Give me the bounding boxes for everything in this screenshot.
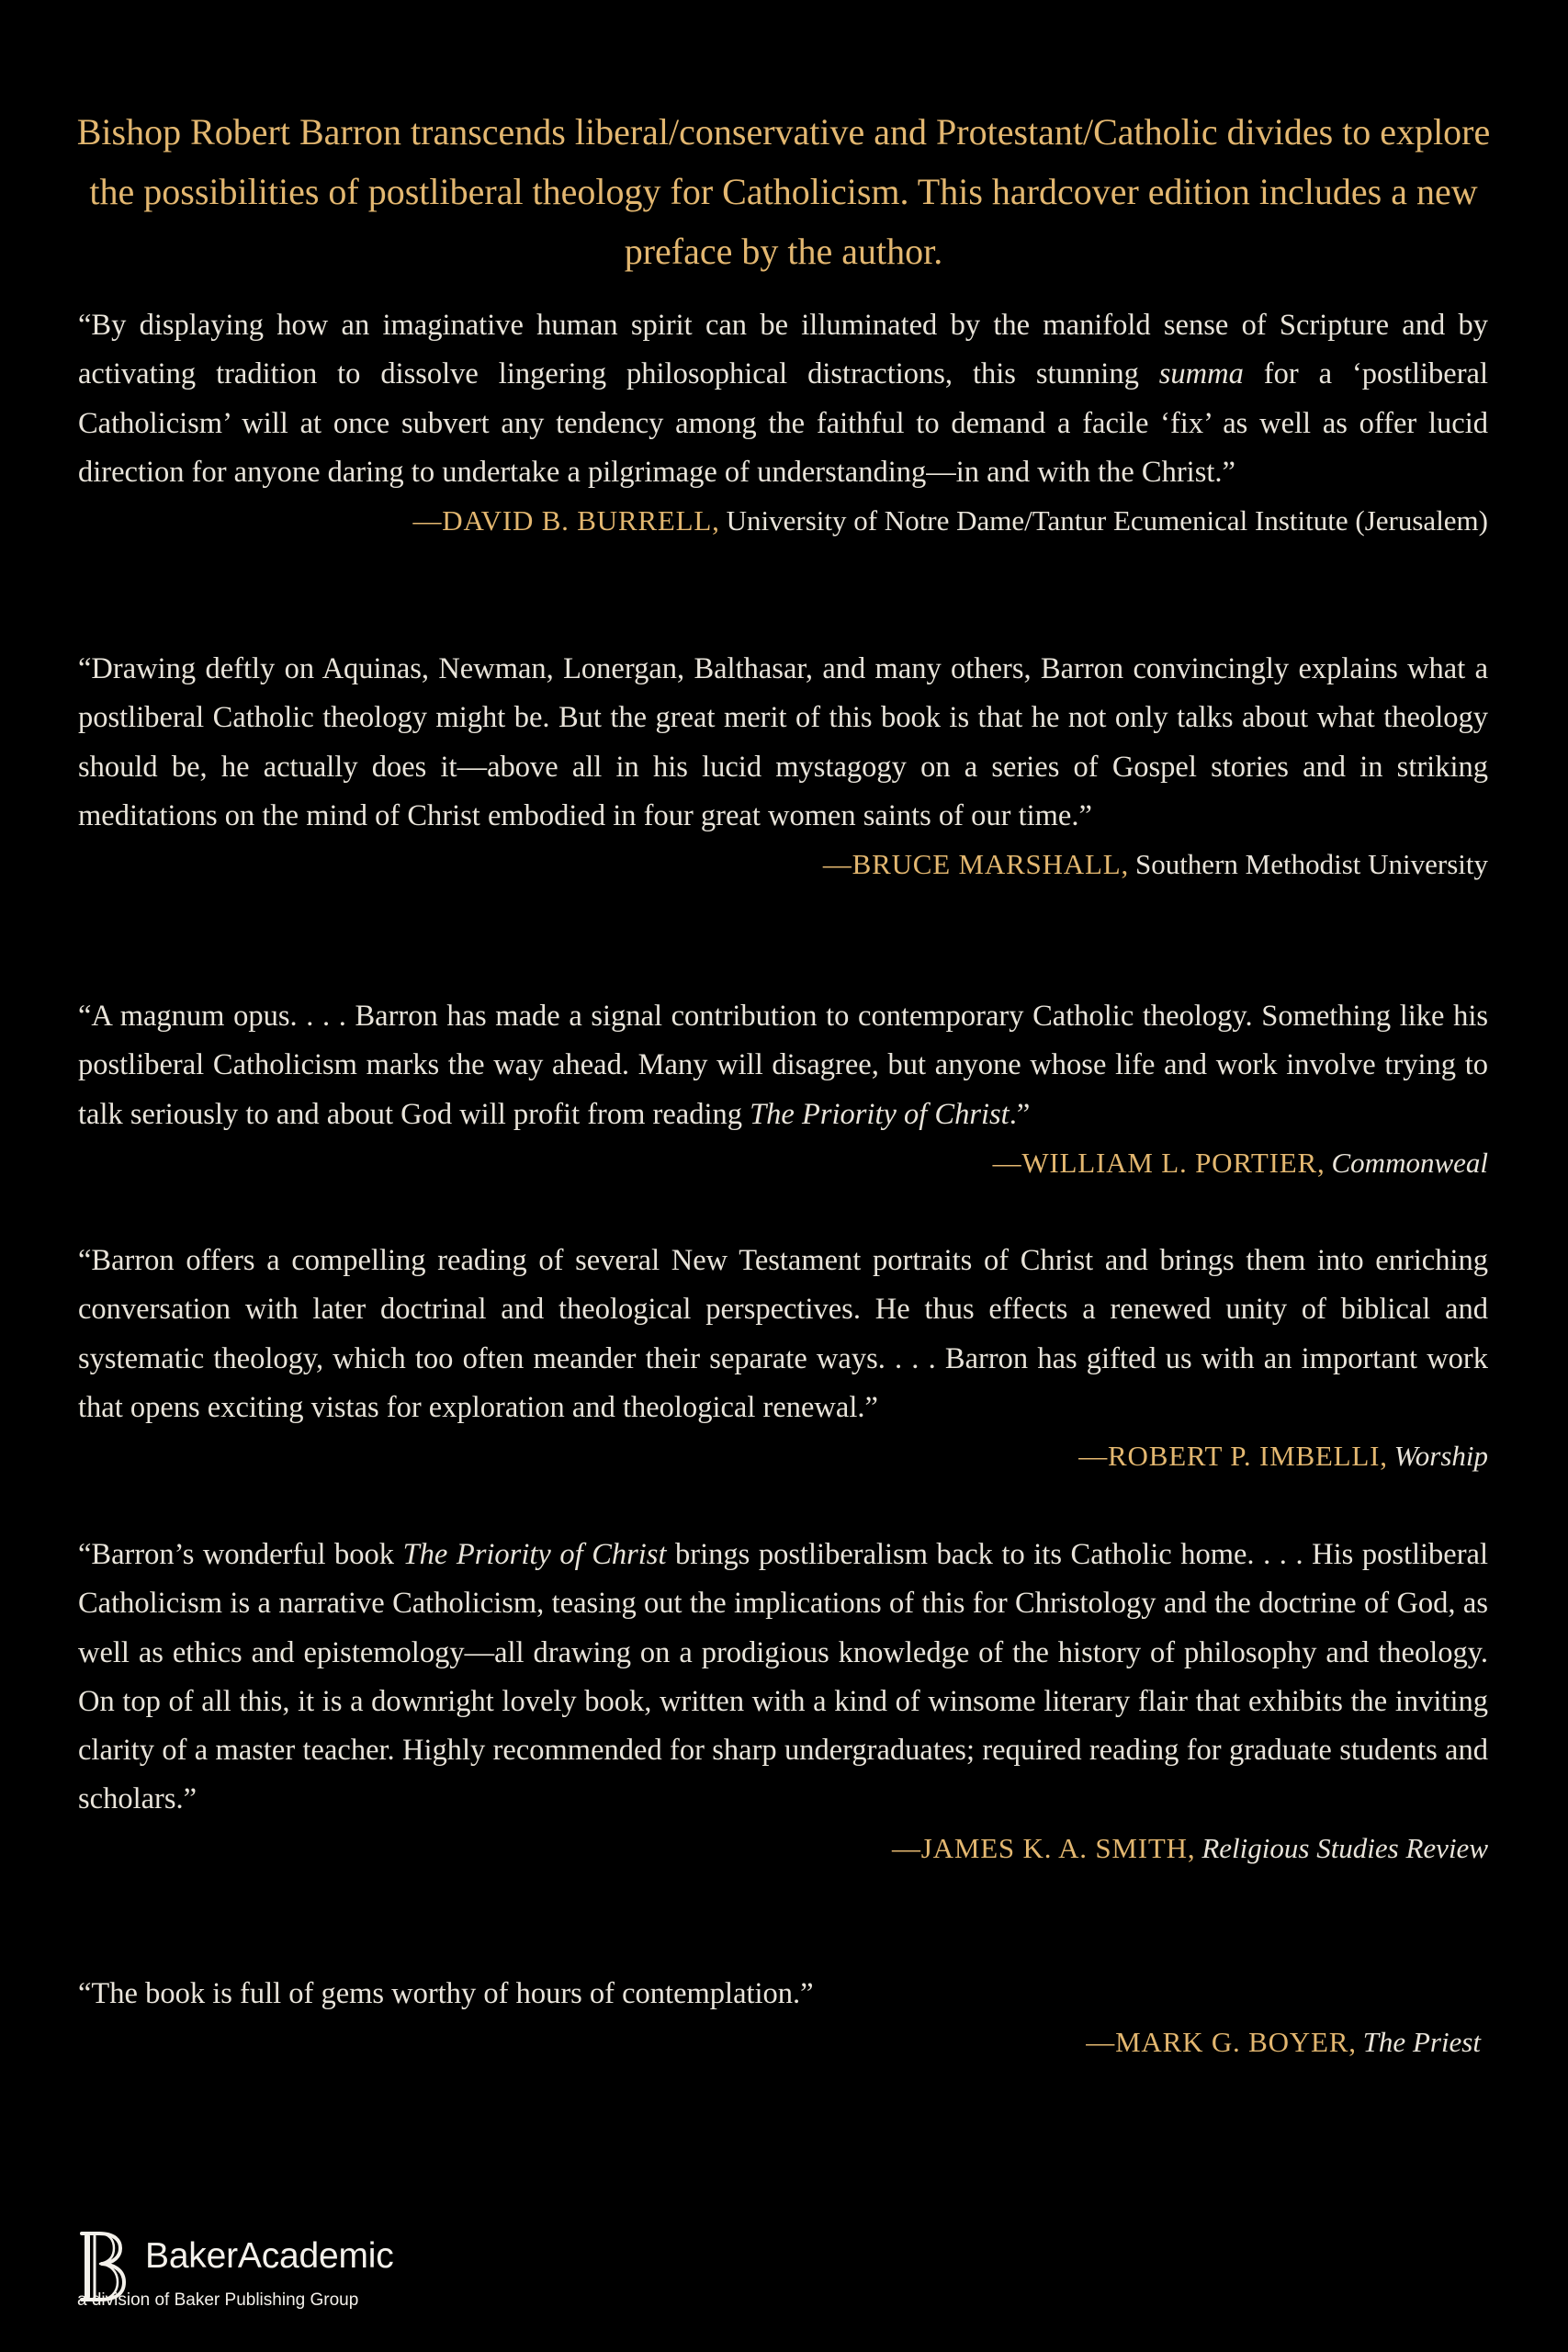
endorser-affiliation: Worship (1393, 1440, 1488, 1473)
endorser-affiliation: The Priest (1362, 2026, 1481, 2059)
endorser-affiliation: Religious Studies Review (1201, 1831, 1488, 1864)
endorser-name: —JAMES K. A. SMITH (891, 1831, 1188, 1864)
quote-text: “Drawing deftly on Aquinas, Newman, Lonergan, Balthasar, and many others, Barron convincingly explains what a postliberal Catholic theology might be. But the great merit of this book is that he not only talks about what theology should be, he actually does it—above all in his lucid mystagogy on a series of Gospel stories and in striking meditations on the mind of Christ embodied in four great women saints of our time.” (78, 652, 1488, 832)
endorsement-imbelli (78, 1237, 1488, 1476)
quote-text: “Barron offers a compelling reading of several New Testament portraits of Christ and brings them into enriching conversation with later doctrinal and theological perspectives. He thus effects a renewed unity of biblical and systematic theology, which too often meander their separate ways. . . . Barron has gifted us with an important work that opens exciting vistas for exploration and theological renewal.” (78, 1244, 1488, 1424)
endorsement-portier (78, 992, 1488, 1182)
endorsement-marshall (78, 645, 1488, 885)
endorser-affiliation: Commonweal (1331, 1146, 1488, 1179)
quote-attribution: —BRUCE MARSHALL, Southern Methodist University (822, 848, 1488, 881)
endorsement-boyer (78, 1970, 1488, 2063)
endorser-affiliation: University of Notre Dame/Tantur Ecumenical Institute (Jerusalem) (726, 504, 1488, 537)
quote-attribution: —WILLIAM L. PORTIER, Commonweal (992, 1146, 1488, 1179)
endorser-name: —WILLIAM L. PORTIER (992, 1146, 1317, 1179)
quote-text: “By displaying how an imaginative human spirit can be illuminated by the manifold sense of Scripture and by activating tradition to dissolve lingering philosophical distractions, this stunning summa for a ‘postliberal Catholicism’ will at once subvert any tendency among the faithful to demand a facile ‘fix’ as well as offer lucid direction for anyone daring to undertake a pilgrimage of understanding—in and with the Christ.” (78, 309, 1488, 489)
endorser-name: —ROBERT P. IMBELLI (1078, 1440, 1381, 1473)
quote-attribution: —ROBERT P. IMBELLI, Worship (1078, 1440, 1488, 1473)
quote-attribution: —JAMES K. A. SMITH, Religious Studies Review (891, 1831, 1488, 1864)
publisher-logo (77, 2229, 610, 2321)
endorsement-burrell (78, 301, 1488, 541)
endorser-name: —MARK G. BOYER (1086, 2026, 1349, 2059)
quote-attribution: —MARK G. BOYER, The Priest (1086, 2026, 1481, 2059)
endorsement-smith (78, 1531, 1488, 1868)
endorser-name: —DAVID B. BURRELL (412, 504, 713, 537)
quote-text: “A magnum opus. . . . Barron has made a signal contribution to contemporary Catholic theology. Something like his postliberal Catholicism marks the way ahead. Many will disagree, but anyone whose life and work involve trying to talk seriously to and about God will profit from reading The Priority of Christ.” (78, 1000, 1488, 1131)
quote-text: “Barron’s wonderful book The Priority of Christ brings postliberalism back to its Catholic home. . . . His postliberal Catholicism is a narrative Catholicism, teasing out the implications of this for Christology and the doctrine of God, as well as ethics and epistemology—all drawing on a prodigious knowledge of the history of philosophy and theology. On top of all this, it is a downright lovely book, written with a kind of winsome literary flair that exhibits the inviting clarity of a master teacher. Highly recommended for sharp undergraduates; required reading for graduate students and scholars.” (78, 1538, 1489, 1816)
publisher-name: BakerAcademic (145, 2236, 394, 2276)
quote-text: “The book is full of gems worthy of hours of contemplation.” (78, 1977, 814, 2010)
publisher-tagline: a division of Baker Publishing Group (77, 2290, 359, 2310)
endorser-name: —BRUCE MARSHALL (822, 848, 1122, 881)
intro-blurb: Bishop Robert Barron transcends liberal/conservative and Protestant/Catholic divides to explore the possibilities of postliberal theology for Catholicism. This hardcover edition includes a new preface by the author. (76, 111, 1491, 272)
quote-attribution: —DAVID B. BURRELL, University of Notre Dame/Tantur Ecumenical Institute (Jerusalem) (412, 504, 1488, 537)
endorser-affiliation: Southern Methodist University (1134, 848, 1488, 881)
